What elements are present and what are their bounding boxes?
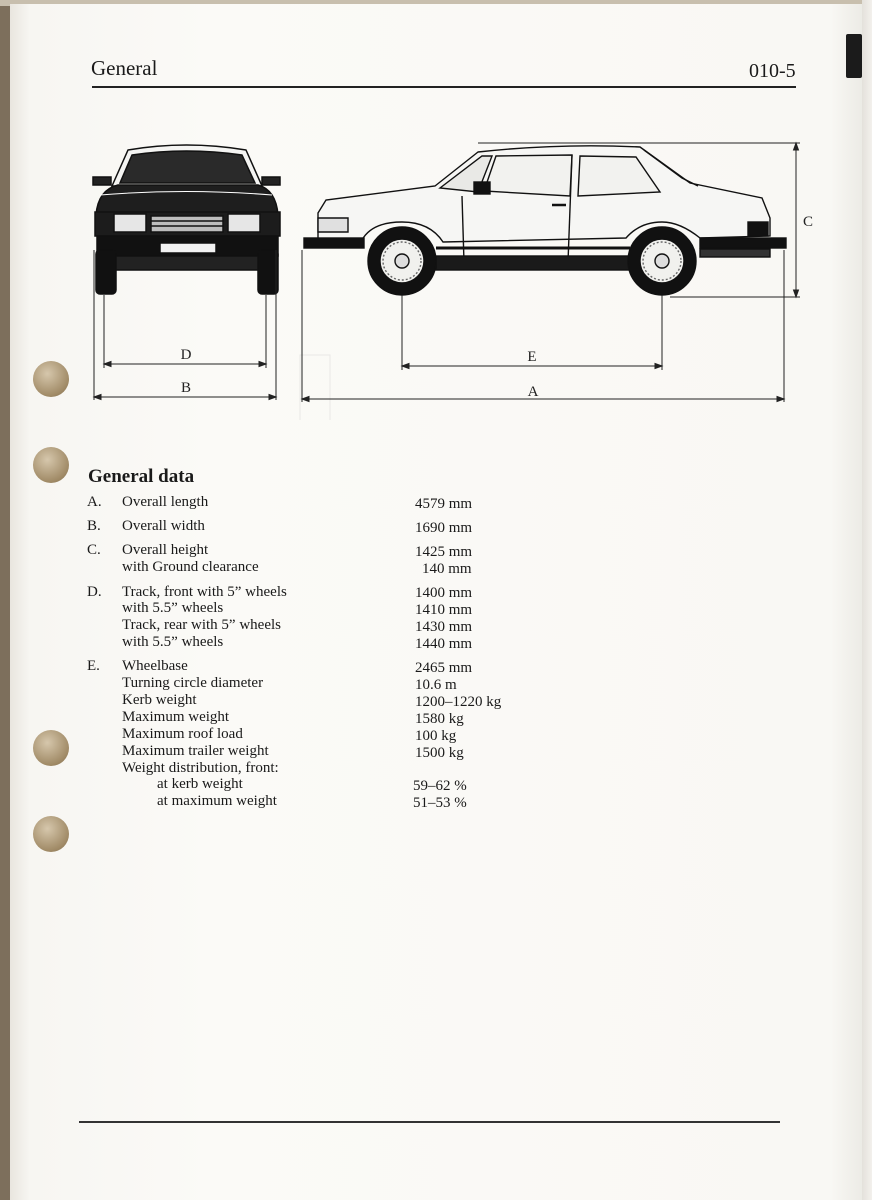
row-label: at kerb weight: [157, 776, 243, 792]
binder-hole: [33, 816, 69, 852]
row-value: 59–62 %: [413, 778, 467, 794]
row-label: Maximum weight: [122, 709, 230, 725]
dimension-label-d: D: [180, 347, 192, 363]
row-label: Overall width: [122, 518, 205, 534]
row-value: 1440 mm: [415, 636, 473, 652]
row-label: with 5.5” wheels: [122, 634, 224, 650]
dimension-label-e: E: [527, 349, 537, 365]
row-value: 100 kg: [415, 728, 457, 744]
row-value: 2465 mm: [415, 660, 473, 676]
row-letter: D.: [87, 584, 102, 600]
footer-rule: [79, 1121, 780, 1123]
row-label: with 5.5” wheels: [122, 600, 224, 616]
row-value: 10.6 m: [415, 677, 457, 693]
page-number: 010-5: [749, 60, 796, 82]
row-label: with Ground clearance: [122, 559, 259, 575]
row-label: Overall length: [122, 494, 209, 510]
row-value: 4579 mm: [415, 496, 473, 512]
car-side-view: [304, 146, 786, 295]
general-data-title: General data: [88, 466, 195, 487]
binder-hole: [33, 730, 69, 766]
row-label: Track, front with 5” wheels: [122, 584, 287, 600]
row-value: 1580 kg: [415, 711, 464, 727]
row-value: 1690 mm: [415, 520, 473, 536]
row-value: 51–53 %: [413, 795, 467, 811]
row-letter: E.: [87, 658, 100, 674]
row-value: 1425 mm: [415, 544, 473, 560]
row-label: Maximum roof load: [122, 726, 243, 742]
row-label: at maximum weight: [157, 793, 277, 809]
dimension-label-c: C: [802, 214, 814, 230]
binder-hole: [33, 447, 69, 483]
row-value: 1430 mm: [415, 619, 473, 635]
dimension-label-b: B: [180, 380, 192, 396]
section-heading: General: [91, 56, 158, 80]
car-dimension-drawing: [0, 0, 872, 420]
row-value: 1500 kg: [415, 745, 464, 761]
row-label: Turning circle diameter: [122, 675, 264, 691]
row-value: 1400 mm: [415, 585, 473, 601]
row-label: Track, rear with 5” wheels: [122, 617, 281, 633]
row-letter: C.: [87, 542, 101, 558]
row-value: 1410 mm: [415, 602, 473, 618]
row-label: Overall height: [122, 542, 209, 558]
row-label: Maximum trailer weight: [122, 743, 269, 759]
row-value: 140 mm: [422, 561, 472, 577]
row-label: Weight distribution, front:: [122, 760, 279, 776]
row-value: 1200–1220 kg: [415, 694, 502, 710]
car-front-view: [93, 145, 280, 294]
dimension-label-a: A: [527, 384, 539, 400]
row-letter: A.: [87, 494, 102, 510]
row-letter: B.: [87, 518, 101, 534]
row-label: Kerb weight: [122, 692, 197, 708]
row-label: Wheelbase: [122, 658, 188, 674]
